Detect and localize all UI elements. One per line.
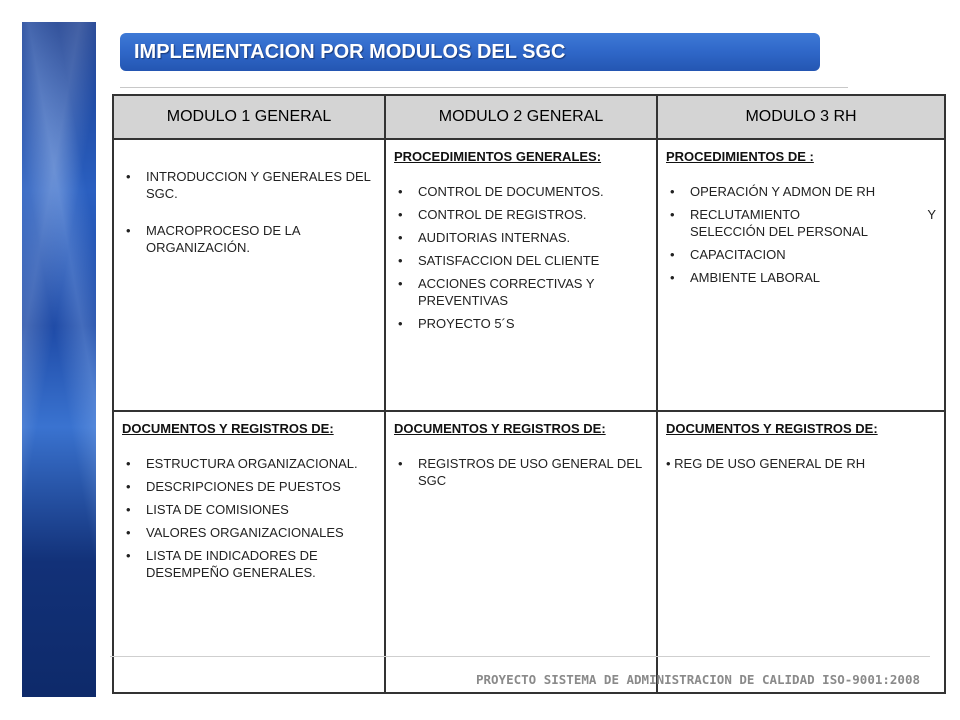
- list-item: • DESCRIPCIONES DE PUESTOS: [122, 478, 376, 495]
- list-item: • MACROPROCESO DE LA ORGANIZACIÓN.: [122, 222, 376, 256]
- cell-heading: PROCEDIMIENTOS GENERALES:: [394, 149, 602, 164]
- list-item: [666, 206, 936, 240]
- list-item: • ESTRUCTURA ORGANIZACIONAL.: [122, 455, 376, 472]
- slide-title: [120, 33, 820, 71]
- table-row: [113, 411, 945, 693]
- cell-heading: DOCUMENTOS Y REGISTROS DE:: [394, 421, 606, 436]
- list-item: • INTRODUCCION Y GENERALES DEL SGC.: [122, 168, 376, 202]
- list-item: • PROYECTO 5´S: [394, 315, 648, 332]
- modulo-2-documents-list: [394, 455, 648, 489]
- list-item: • SATISFACCION DEL CLIENTE: [394, 252, 648, 269]
- cell-modulo-3-procedures: [657, 139, 945, 411]
- list-item: • CONTROL DE REGISTROS.: [394, 206, 648, 223]
- cell-modulo-3-documents: [657, 411, 945, 693]
- cell-modulo-2-documents: [385, 411, 657, 693]
- list-item-continuation: SELECCIÓN DEL PERSONAL: [690, 224, 868, 239]
- table-row: [113, 139, 945, 411]
- modulo-1-documents-list: [122, 455, 376, 581]
- title-divider: [120, 87, 848, 88]
- column-header-modulo-1: MODULO 1 GENERAL: [113, 95, 385, 139]
- modulo-1-item-list: [122, 168, 376, 256]
- cell-modulo-1-documents: [113, 411, 385, 693]
- footer-text: PROYECTO SISTEMA DE ADMINISTRACION DE CALIDAD ISO-9001:2008: [475, 672, 920, 687]
- list-item: • OPERACIÓN Y ADMON DE RH: [666, 183, 936, 200]
- list-item-word: Y: [927, 207, 936, 222]
- list-item: • ACCIONES CORRECTIVAS Y PREVENTIVAS: [394, 275, 648, 309]
- justified-line: [690, 206, 936, 223]
- list-item-word: • RECLUTAMIENTO: [690, 207, 801, 222]
- cell-heading: DOCUMENTOS Y REGISTROS DE:: [666, 421, 878, 436]
- list-item: • REGISTROS DE USO GENERAL DEL SGC: [394, 455, 648, 489]
- modules-table: [112, 94, 946, 694]
- modulo-3-item-list: [666, 183, 936, 286]
- modulo-2-item-list: [394, 183, 648, 332]
- list-item: • LISTA DE INDICADORES DE DESEMPEÑO GENERALES.: [122, 547, 376, 581]
- list-item: • CONTROL DE DOCUMENTOS.: [394, 183, 648, 200]
- cell-heading: PROCEDIMIENTOS DE :: [666, 149, 814, 164]
- slide-title-text: IMPLEMENTACION POR MODULOS DEL SGC: [134, 40, 566, 63]
- list-item: • REG DE USO GENERAL DE RH: [666, 456, 866, 471]
- list-item: • LISTA DE COMISIONES: [122, 501, 376, 518]
- column-header-modulo-2: MODULO 2 GENERAL: [385, 95, 657, 139]
- table-header-row: [113, 95, 945, 139]
- list-item: • AMBIENTE LABORAL: [666, 269, 936, 286]
- list-item: • CAPACITACION: [666, 246, 936, 263]
- cell-heading: DOCUMENTOS Y REGISTROS DE:: [122, 421, 334, 436]
- list-item: • AUDITORIAS INTERNAS.: [394, 229, 648, 246]
- column-header-modulo-3: MODULO 3 RH: [657, 95, 945, 139]
- cell-modulo-1-procedures: [113, 139, 385, 411]
- cell-modulo-2-procedures: [385, 139, 657, 411]
- side-decoration-band: [22, 22, 96, 697]
- list-item: • VALORES ORGANIZACIONALES: [122, 524, 376, 541]
- footer-divider: [110, 656, 930, 657]
